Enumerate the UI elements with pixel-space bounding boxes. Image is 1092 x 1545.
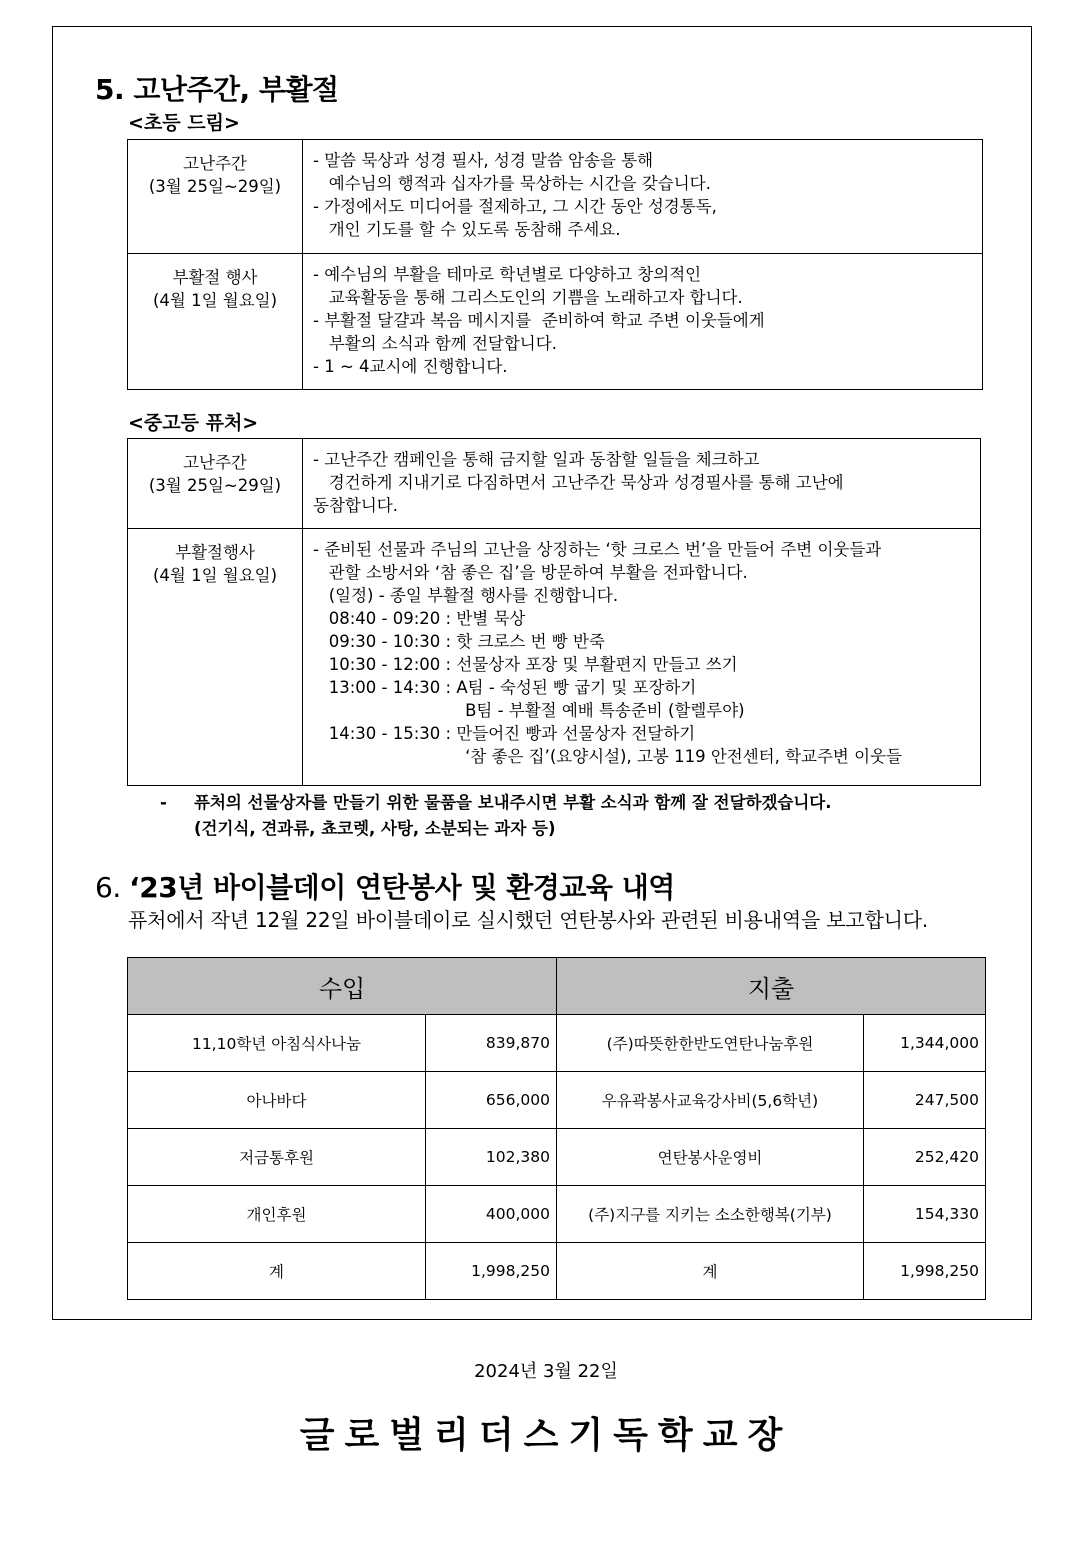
income-name: 11,10학년 아침식사나눔 [128, 1015, 426, 1072]
income-name: 아나바다 [128, 1072, 426, 1129]
row-label [128, 254, 303, 390]
elementary-plan-table [127, 139, 983, 390]
income-name: 개인후원 [128, 1186, 426, 1243]
finance-table [127, 957, 986, 1300]
body-line: - 예수님의 부활을 테마로 학년별로 다양하고 창의적인 [313, 265, 702, 284]
note-line: (건기식, 견과류, 쵸코렛, 사탕, 소분되는 과자 등) [194, 819, 556, 838]
label-date: (3월 25일~29일) [148, 476, 282, 495]
schedule-line: 08:40 - 09:20 : 반별 묵상 [313, 609, 526, 628]
expense-name: 연탄봉사운영비 [557, 1129, 864, 1186]
expense-name: (주)지구를 지키는 소소한행복(기부) [557, 1186, 864, 1243]
document-date: 2024년 3월 22일 [474, 1361, 618, 1382]
income-total-label: 계 [128, 1243, 426, 1300]
expense-header: 지출 [557, 958, 986, 1015]
body-line: - 준비된 선물과 주님의 고난을 상징하는 ‘핫 크로스 번’을 만들어 주변 이웃들과 [313, 540, 882, 559]
principal-signature: 글로벌리더스기독학교장 [299, 1415, 793, 1456]
expense-total-label: 계 [557, 1243, 864, 1300]
body-line: 교육활동을 통해 그리스도인의 기쁨을 노래하고자 합니다. [313, 288, 743, 307]
row-body [303, 439, 981, 529]
expense-amount: 252,420 [864, 1129, 986, 1186]
row-label [128, 529, 303, 786]
schedule-line: 10:30 - 12:00 : 선물상자 포장 및 부활편지 만들고 쓰기 [313, 655, 738, 674]
income-header: 수입 [128, 958, 557, 1015]
income-amount: 400,000 [426, 1186, 557, 1243]
schedule-line: 14:30 - 15:30 : 만들어진 빵과 선물상자 전달하기 [313, 724, 696, 743]
income-total-amount: 1,998,250 [426, 1243, 557, 1300]
body-line: (일정) - 종일 부활절 행사를 진행합니다. [313, 586, 619, 605]
table-row [128, 1015, 986, 1072]
label-date: (4월 1일 월요일) [152, 291, 278, 310]
label-date: (3월 25일~29일) [148, 177, 282, 196]
table-row [128, 1129, 986, 1186]
expense-name: (주)따뜻한한반도연탄나눔후원 [557, 1015, 864, 1072]
elementary-heading: <초등 드림> [128, 112, 240, 134]
table-row [128, 1072, 986, 1129]
expense-total-amount: 1,998,250 [864, 1243, 986, 1300]
income-amount: 656,000 [426, 1072, 557, 1129]
label-date: (4월 1일 월요일) [152, 566, 278, 585]
section-6-title-text: ‘23년 바이블데이 연탄봉사 및 환경교육 내역 [129, 871, 675, 904]
body-line: 경건하게 지내기로 다짐하면서 고난주간 묵상과 성경필사를 통해 고난에 [313, 473, 844, 492]
body-line: - 말씀 묵상과 성경 필사, 성경 말씀 암송을 통해 [313, 151, 654, 170]
note-bullet: - [160, 793, 167, 812]
table-row [128, 254, 983, 390]
secondary-plan-table [127, 438, 981, 786]
secondary-heading: <중고등 퓨처> [128, 412, 259, 434]
label-title: 고난주간 [183, 453, 247, 472]
section-6-subtitle: 퓨처에서 작년 12월 22일 바이블데이로 실시했던 연탄봉사와 관련된 비용내역을 보고합니다. [128, 908, 928, 932]
body-line: - 1 ~ 4교시에 진행합니다. [313, 357, 508, 376]
body-line: 동참합니다. [313, 496, 398, 515]
section-6-title [95, 866, 675, 906]
expense-amount: 1,344,000 [864, 1015, 986, 1072]
label-title: 부활절행사 [175, 543, 255, 562]
expense-amount: 154,330 [864, 1186, 986, 1243]
income-amount: 839,870 [426, 1015, 557, 1072]
table-header-row [128, 958, 986, 1015]
body-line: - 가정에서도 미디어를 절제하고, 그 시간 동안 성경통독, [313, 197, 717, 216]
row-label [128, 439, 303, 529]
table-row [128, 140, 983, 254]
body-line: 관할 소방서와 ‘참 좋은 집’을 방문하여 부활을 전파합니다. [313, 563, 748, 582]
body-line: - 부활절 달걀과 복음 메시지를 준비하여 학교 주변 이웃들에게 [313, 311, 765, 330]
row-body [303, 529, 981, 786]
row-body [303, 140, 983, 254]
total-row [128, 1243, 986, 1300]
schedule-line: 09:30 - 10:30 : 핫 크로스 번 빵 반죽 [313, 632, 605, 651]
schedule-line: ‘참 좋은 집’(요양시설), 고봉 119 안전센터, 학교주변 이웃들 [313, 747, 902, 766]
note-line: 퓨처의 선물상자를 만들기 위한 물품을 보내주시면 부활 소식과 함께 잘 전달하겠습니다. [194, 793, 832, 812]
row-body [303, 254, 983, 390]
income-amount: 102,380 [426, 1129, 557, 1186]
label-title: 부활절 행사 [172, 268, 258, 287]
expense-name: 우유곽봉사교육강사비(5,6학년) [557, 1072, 864, 1129]
gift-box-note [160, 790, 832, 842]
table-row [128, 439, 981, 529]
body-line: 부활의 소식과 함께 전달합니다. [313, 334, 557, 353]
expense-amount: 247,500 [864, 1072, 986, 1129]
section-5-title: 5. 고난주간, 부활절 [95, 73, 339, 106]
income-name: 저금통후원 [128, 1129, 426, 1186]
body-line: - 고난주간 캠페인을 통해 금지할 일과 동참할 일들을 체크하고 [313, 450, 760, 469]
schedule-line: 13:00 - 14:30 : A팀 - 숙성된 빵 굽기 및 포장하기 [313, 678, 697, 697]
row-label [128, 140, 303, 254]
body-line: 개인 기도를 할 수 있도록 동참해 주세요. [313, 220, 621, 239]
schedule-line: B팀 - 부활절 예배 특송준비 (할렐루야) [313, 701, 745, 720]
table-row [128, 1186, 986, 1243]
section-6-number: 6. [95, 871, 130, 904]
label-title: 고난주간 [183, 154, 247, 173]
body-line: 예수님의 행적과 십자가를 묵상하는 시간을 갖습니다. [313, 174, 711, 193]
table-row [128, 529, 981, 786]
